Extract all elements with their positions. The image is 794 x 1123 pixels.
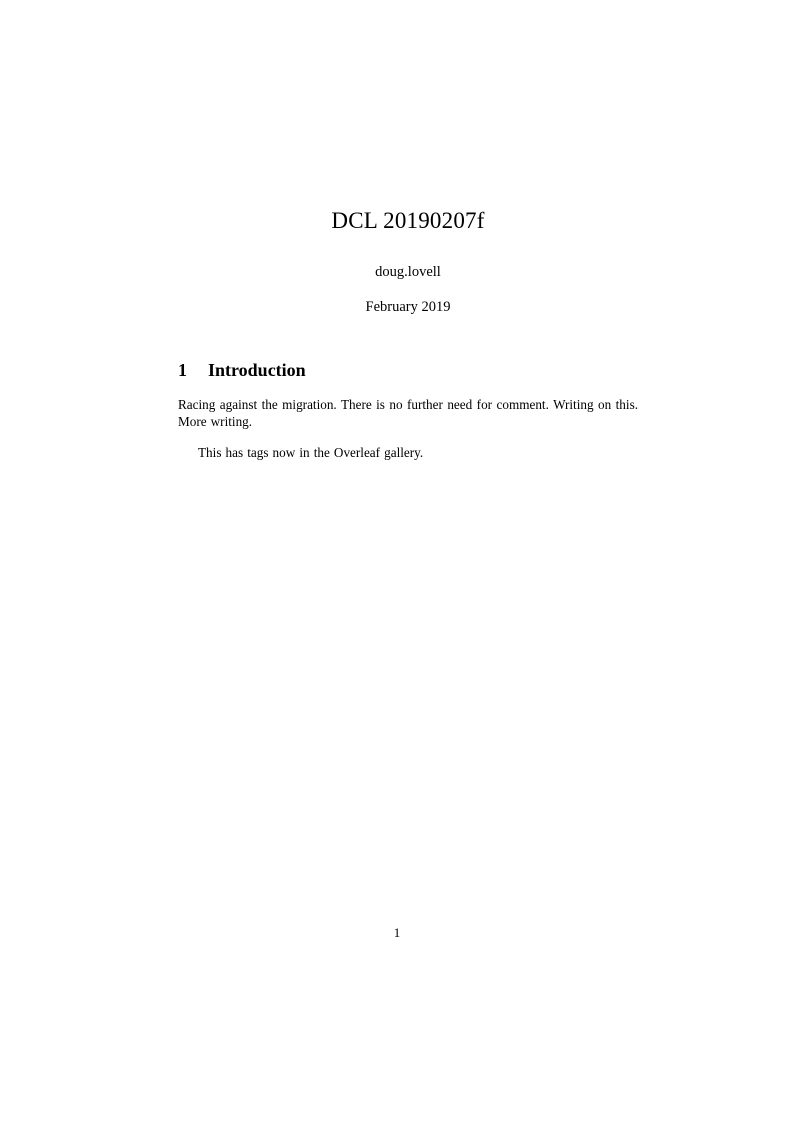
page-title: DCL 20190207f [331, 208, 485, 233]
paragraph: This has tags now in the Overleaf gallery. [198, 444, 424, 460]
section-heading-introduction [178, 360, 638, 381]
document-content [178, 200, 638, 474]
document-date: February 2019 [365, 299, 451, 315]
section-number: 1 [178, 360, 187, 380]
document-author: doug.lovell [375, 264, 441, 280]
section-title: Introduction [208, 360, 306, 380]
page-number: 1 [393, 925, 401, 940]
paragraph: Racing against the migration. There is no further need for comment. Writing on this. More writing. [178, 397, 638, 430]
